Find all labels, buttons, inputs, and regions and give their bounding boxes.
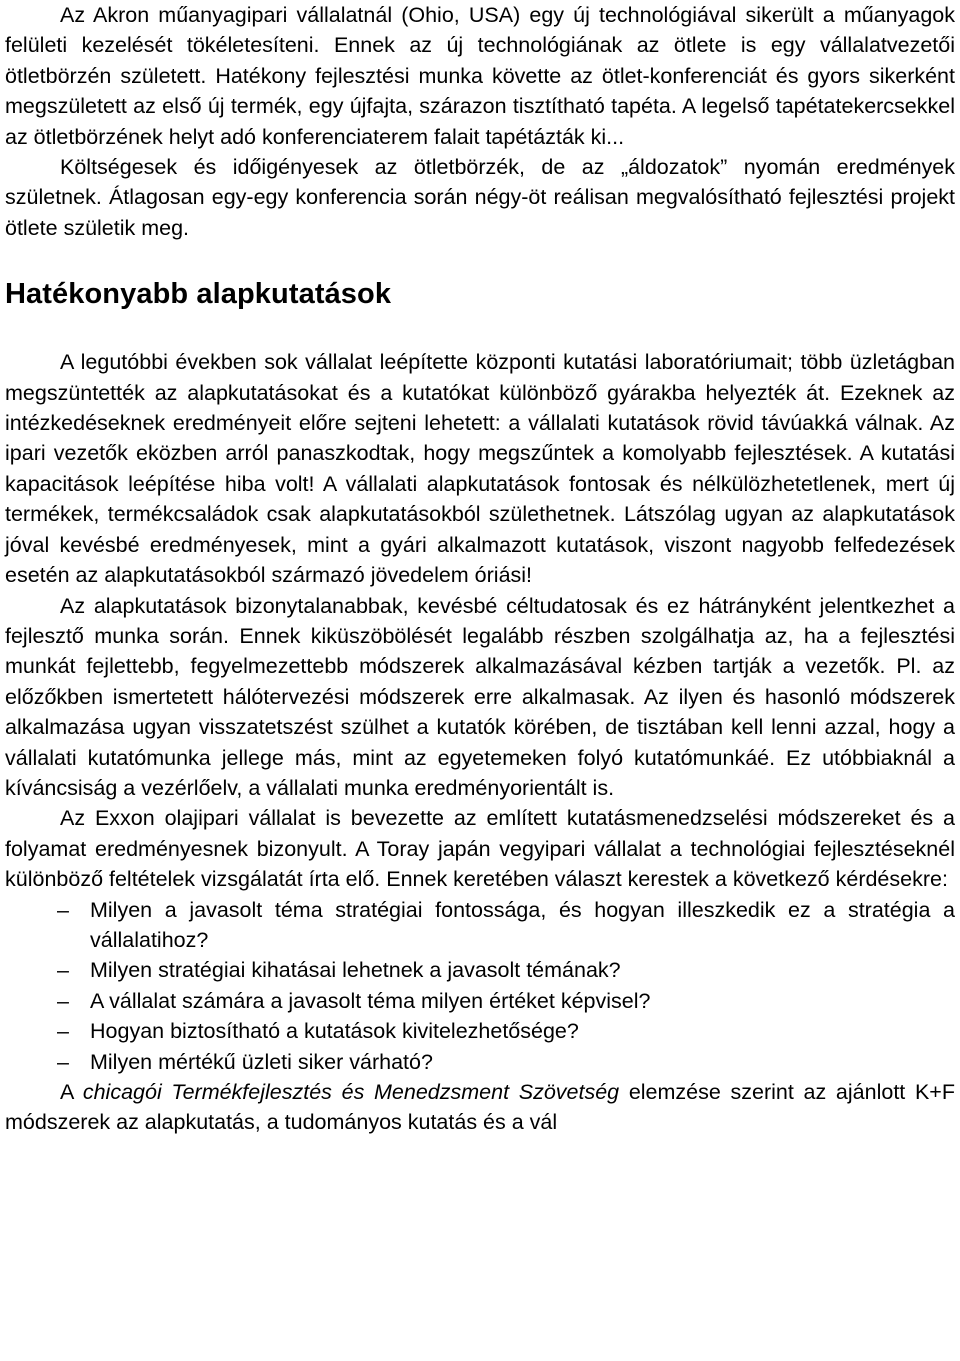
last-paragraph-rest: elemzése szerint az ajánlott K+F módszerek az alapkutatás, a tudományos kutatás és a vál bbox=[5, 1080, 955, 1135]
intro-paragraph: Az Akron műanyagipari vállalatnál (Ohio, USA) egy új technológiával sikerült a műanyagok felületi kezelését tökéletesíteni. Ennek az új technológiának az ötlete is egy vállalatvezetői ötletbörzén született. Hatékony fejlesztési munka követte az ötlet-konferenciát és gyors sikerként megszületett az első új termék, egy újfajta, szárazon tisztítható tapéta. A legelső tapétatekercsekkel az ötletbörzének helyt adó konferenciaterem falait tapétázták ki... bbox=[5, 3, 955, 149]
question-text: Milyen stratégiai kihatásai lehetnek a javasolt témának? bbox=[90, 958, 621, 983]
question-text: Milyen mértékű üzleti siker várható? bbox=[90, 1049, 433, 1074]
intro-paragraph-2: Költségesek és időigényesek az ötletbörzék, de az „áldozatok” nyomán eredmények születnek. Átlagosan egy-egy konferencia során négy-öt reálisan megvalósítható fejlesztési projekt ötlete születik meg. bbox=[5, 155, 955, 240]
dash-bullet: – bbox=[57, 897, 69, 922]
body-paragraph-3: Az Exxon olajipari vállalat is bevezette az említett kutatásmenedzselési módszereket és a folyamat eredményesnek bizonyult. A Toray japán vegyipari vállalat a technológiai fejlesztéseknél különböző feltételek vizsgálatát írta elő. Ennek keretében választ kerestek a következő kérdésekre: bbox=[5, 806, 955, 892]
dash-bullet: – bbox=[57, 1049, 69, 1074]
dash-bullet: – bbox=[57, 958, 69, 983]
dash-bullet: – bbox=[57, 988, 69, 1013]
section-heading: Hatékonyabb alapkutatások bbox=[5, 278, 392, 311]
last-paragraph-start: A bbox=[60, 1080, 83, 1104]
body-paragraph-2: Az alapkutatások bizonytalanabbak, kevésbé céltudatosak és ez hátrányként jelentkezhet a fejlesztő munka során. Ennek kiküszöbölését legalább részben szolgálhatja az, ha a fejlesztési munkát fejlettebb, fegyelmezettebb módszerek alkalmazásával kézben tartják a vezetők. Pl. az előzőkben ismertetett hálótervezési módszerek erre alkalmasak. Az ilyen és hasonló módszerek alkalmazása ugyan visszatetszést szülhet a kutatók körében, de tisztában kell lenni azzal, hogy a vállalati kutatómunka jellege más, mint az egyetemeken folyó kutatómunkáé. Ez utóbbiaknál a kíváncsiság a vezérlőelv, a vállalati munka eredményorientált is. bbox=[5, 593, 955, 800]
last-paragraph bbox=[5, 1077, 955, 1138]
question-item bbox=[5, 1047, 955, 1077]
question-item bbox=[5, 895, 955, 956]
body-paragraph-1: A legutóbbi években sok vállalat leépítette központi kutatási laboratóriumait; több üzletágban megszüntették az alapkutatásokat és a kutatókat különböző gyárakba helyezték át. Ezeknek az intézkedéseknek eredményeit előre sejteni lehetett: a vállalati kutatások rövid távúakká válnak. Az ipari vezetők eközben arról panaszkodtak, hogy megszűntek a komolyabb fejlesztések. A kutatási kapacitások leépítése hiba volt! A vállalati alapkutatások fontosak és nélkülözhetetlenek, mert új termékek, termékcsaládok csak alapkutatásokból születhetnek. Látszólag ugyan az alapkutatások jóval kevésbé eredményesek, mint a gyári alkalmazott kutatások, viszont nagyobb felfedezések esetén az alapkutatásokból származó jövedelem óriási! bbox=[5, 350, 955, 588]
question-item bbox=[5, 986, 955, 1016]
question-text: Milyen a javasolt téma stratégiai fontossága, és hogyan illeszkedik ez a stratégia a vállalatihoz? bbox=[90, 897, 955, 952]
dash-bullet: – bbox=[57, 1019, 69, 1044]
organization-name: chicagói Termékfejlesztés és Menedzsment Szövetség bbox=[82, 1080, 620, 1104]
question-text: Hogyan biztosítható a kutatások kivitelezhetősége? bbox=[90, 1019, 579, 1044]
question-list bbox=[5, 895, 955, 1077]
question-text: A vállalat számára a javasolt téma milyen értéket képvisel? bbox=[90, 988, 651, 1013]
question-item bbox=[5, 955, 955, 985]
question-item bbox=[5, 1016, 955, 1046]
